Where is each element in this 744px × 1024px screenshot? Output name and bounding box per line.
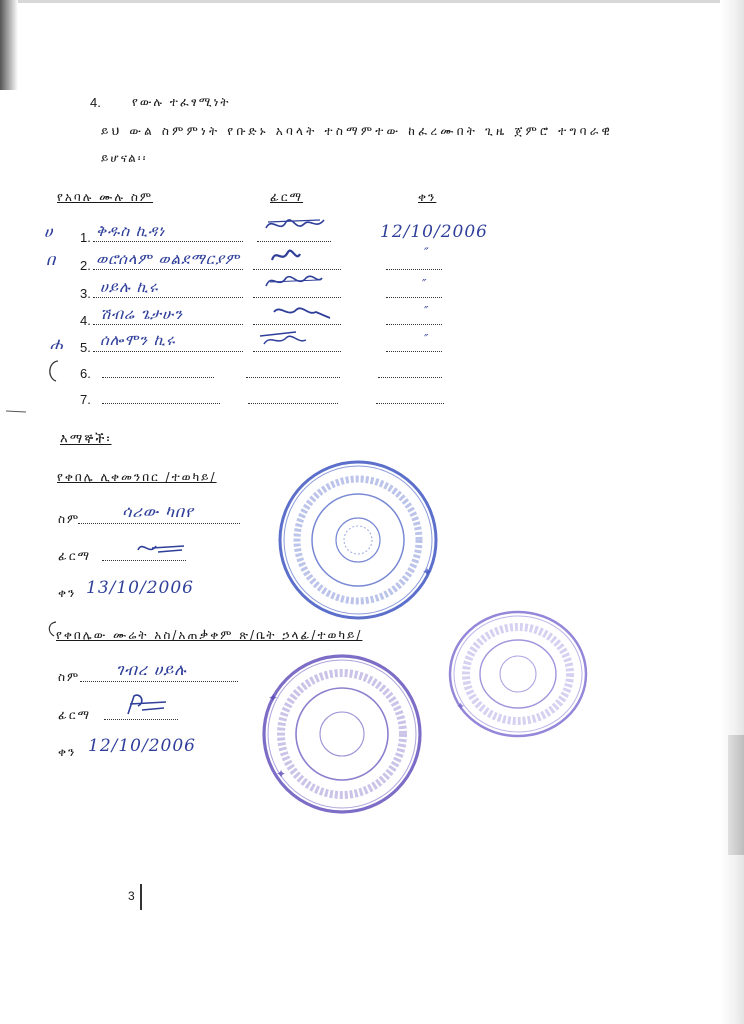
row-3-date-line [386,285,442,298]
receiver-signature [134,538,188,560]
row-1-name: ቅዱስ ኪዳነ [96,222,166,240]
svg-text:✦: ✦ [422,565,433,579]
office-signature [122,690,172,720]
receiver-title: የቀበሌ ሊቀመንበር /ተወካይ/ [57,470,217,484]
section-body-line-1: ይህ ውል ስምምነት የቡድኑ አባላት ተስማምተው ከፈረሙበት ጊዜ ጀምሮ ተግባራዊ [101,124,614,138]
row-4-date: ″ [424,304,430,318]
row-3-name: ሀይሉ ኪሩ [100,278,159,296]
receiver-sign-label: ፊርማ [58,549,92,563]
row-7-name-line [102,391,220,404]
row-4-date-line [386,312,442,325]
scan-edge-right [720,0,744,1024]
margin-tick-icon [4,408,30,414]
row-7-sign-line [248,391,338,404]
row-5-date-line [386,339,442,352]
page-number: 3 [128,889,135,903]
receiver-name: ሳሪው ካበየ [122,502,194,521]
scan-shadow-right [728,735,744,855]
row-1-number: 1. [80,230,91,245]
header-member-name: የአባሉ ሙሉ ስም [57,190,154,204]
office-bracket-icon [44,620,60,638]
row-5-date: ″ [424,332,430,346]
receiver-date-label: ቀን [58,586,77,600]
row-5-signature [256,326,310,352]
row-6-sign-line [246,365,340,378]
row-6-date-line [378,365,442,378]
row-5-number: 5. [80,340,91,355]
row-2-number: 2. [80,258,91,273]
row-1-date: 12/10/2006 [380,222,488,242]
row-6-name-line [102,365,214,378]
svg-text:✦: ✦ [276,767,287,781]
office-stamp-violet [258,650,426,818]
receiver-name-label: ስም [58,512,81,526]
witnesses-title: እማኞች፡ [60,432,112,447]
header-signature: ፊርማ [270,190,304,204]
row-5-name: ሰሎሞን ኪሩ [100,331,176,349]
section-number: 4. [90,95,101,110]
kebele-stamp [276,458,440,622]
office-sign-label: ፊርማ [58,708,92,722]
row-1-signature [262,212,328,240]
row-2-signature [268,244,304,268]
office-date: 12/10/2006 [88,736,196,756]
row-7-date-line [376,391,444,404]
margin-bracket-icon [44,358,64,384]
row-3-date: ″ [422,277,428,291]
scan-shadow-corner [0,0,18,90]
header-date: ቀን [418,190,437,204]
margin-mark-2: በ [46,250,56,269]
row-6-number: 6. [80,366,91,381]
receiver-date: 13/10/2006 [86,578,194,598]
margin-mark-1: ሀ [44,222,53,241]
page-number-mark [140,884,142,910]
row-3-signature [262,268,326,296]
row-3-number: 3. [80,286,91,301]
section-title: የውሉ ተፈፃሚነት [132,95,231,109]
office-stamp-purple [446,606,590,742]
svg-text:✦: ✦ [456,700,466,713]
office-title: የቀበሌው ሙሬት አስ/አጠቃቀም ጽ/ቤት ኃላፊ/ተወካይ/ [56,628,363,642]
row-4-number: 4. [80,313,91,328]
section-body-line-2: ይሆናል፡፡ [101,151,148,165]
margin-mark-3: ሐ [50,334,63,353]
row-4-signature [270,300,334,324]
office-name: ገብረ ሀይሉ [116,660,187,679]
row-4-name: ሽብሬ ጌታሁን [100,305,184,323]
svg-text:✦: ✦ [268,691,279,705]
row-2-date-line [386,257,442,270]
row-2-name: ወሮሰላም ወልደማርያም [96,250,241,268]
row-7-number: 7. [80,392,91,407]
office-date-label: ቀን [58,745,77,759]
scan-edge-top [0,0,744,3]
office-name-label: ስም [58,670,81,684]
row-2-date: ″ [424,246,430,261]
